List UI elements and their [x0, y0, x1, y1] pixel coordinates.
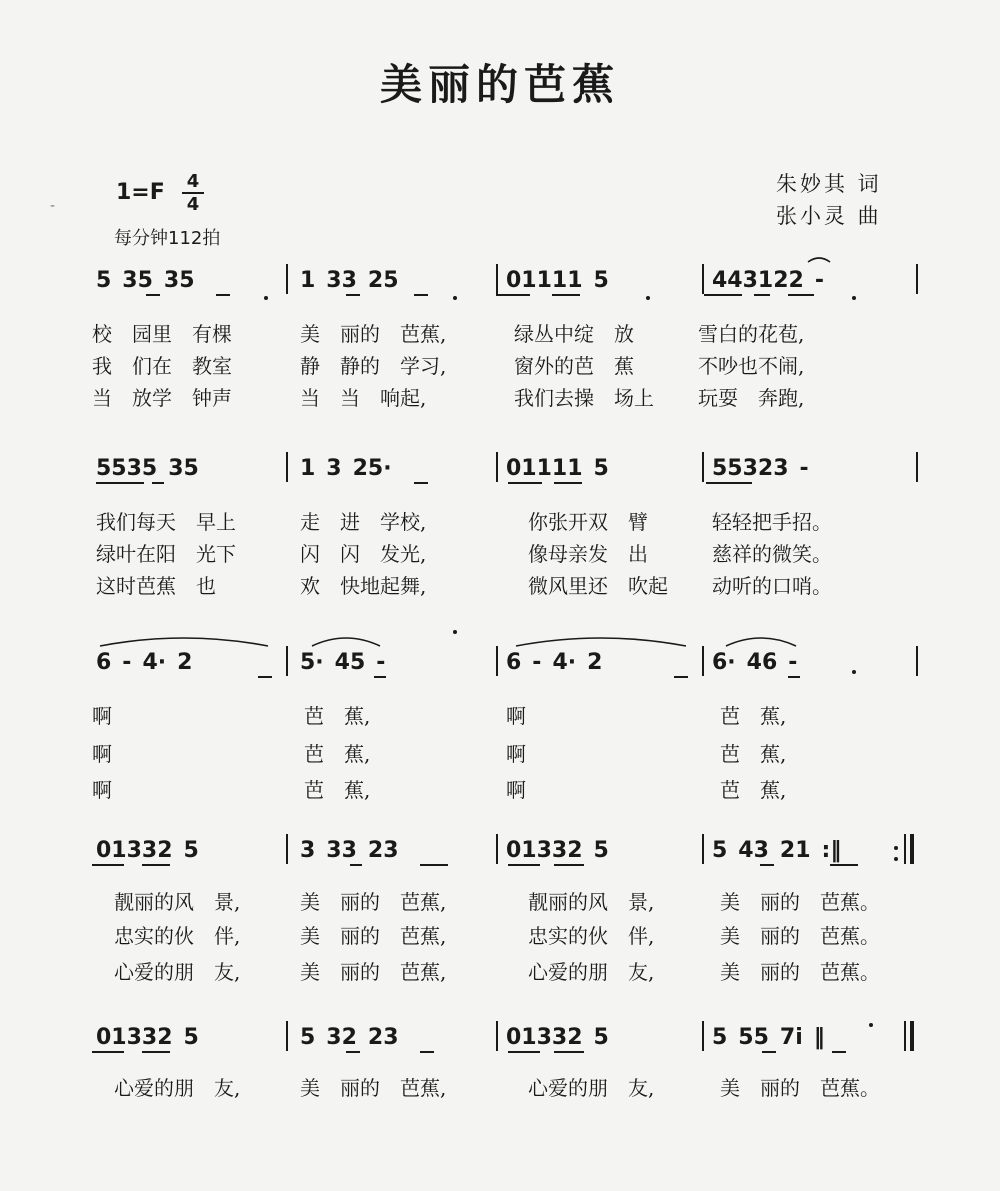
beam-underline — [674, 676, 688, 678]
bar-line — [496, 452, 498, 482]
bar-line — [916, 646, 918, 676]
beam-underline — [706, 482, 752, 484]
octave-dot — [852, 296, 856, 300]
beam-underline — [508, 482, 542, 484]
lyric-segment: 窗外的芭 蕉 — [514, 354, 634, 378]
bar-line — [496, 1021, 498, 1051]
beam-underline — [554, 1051, 584, 1053]
beam-underline — [146, 294, 160, 296]
high-octave-dot — [869, 1023, 873, 1027]
octave-dot — [264, 296, 268, 300]
measure-notes: 6 - 4· 2 — [96, 650, 193, 675]
beam-underline — [374, 676, 386, 678]
beam-underline — [754, 294, 770, 296]
lyric-segment: 玩耍 奔跑, — [698, 386, 805, 410]
lyric-segment: 啊 — [506, 778, 526, 802]
final-bar-thick — [910, 1021, 914, 1051]
measure-notes: 01111 5 — [506, 268, 609, 293]
beam-underline — [420, 1051, 434, 1053]
measure-notes: 5 43 21 :‖ — [712, 838, 842, 863]
measure-notes: 1 3 25· — [300, 456, 392, 481]
lyric-segment: 我 们在 教室 — [92, 354, 232, 378]
beam-underline — [554, 482, 582, 484]
beam-underline — [508, 1051, 540, 1053]
measure-notes: 5 55 7i ‖ — [712, 1025, 825, 1050]
lyricist-credit: 朱妙其 词 — [776, 172, 882, 196]
lyric-segment: 啊 — [92, 742, 112, 766]
slur — [100, 638, 268, 646]
measure-notes: 01332 5 — [96, 1025, 199, 1050]
lyric-segment: 美 丽的 芭蕉, — [300, 924, 447, 948]
lyric-segment: 微风里还 吹起 — [528, 574, 668, 598]
time-signature-top: 4 — [186, 171, 200, 192]
bar-line — [286, 1021, 288, 1051]
repeat-bar-thick — [910, 834, 914, 864]
bar-line — [702, 264, 704, 294]
lyric-segment: 美 丽的 芭蕉。 — [720, 924, 880, 948]
beam-underline — [350, 864, 362, 866]
beam-underline — [258, 676, 272, 678]
beam-underline — [142, 1051, 170, 1053]
beam-underline — [152, 482, 164, 484]
composer-credit: 张小灵 曲 — [776, 204, 882, 228]
measure-notes: 01332 5 — [96, 838, 199, 863]
repeat-dot — [894, 846, 898, 850]
lyric-segment: 校 园里 有棵 — [92, 322, 232, 346]
repeat-bar-thin — [904, 834, 906, 864]
beam-underline — [414, 294, 428, 296]
bar-line — [702, 452, 704, 482]
tempo-marking: 每分钟112拍 — [114, 228, 221, 249]
lyric-segment: 啊 — [506, 704, 526, 728]
lyric-segment: 心爱的朋 友, — [114, 960, 241, 984]
bar-line — [702, 834, 704, 864]
bar-line — [916, 452, 918, 482]
final-bar-thin — [904, 1021, 906, 1051]
beam-underline — [216, 294, 230, 296]
lyric-segment: 芭 蕉, — [720, 742, 787, 766]
lyric-segment: 啊 — [92, 704, 112, 728]
lyric-segment: 靓丽的风 景, — [114, 890, 241, 914]
octave-dot — [453, 630, 457, 634]
beam-underline — [762, 1051, 776, 1053]
margin-mark: - — [50, 198, 56, 214]
measure-notes: 443122 - — [712, 268, 824, 293]
beam-underline — [496, 294, 530, 296]
lyric-segment: 这时芭蕉 也 — [96, 574, 216, 598]
lyric-segment: 你张开双 臂 — [528, 510, 648, 534]
beam-underline — [414, 482, 428, 484]
lyric-segment: 芭 蕉, — [304, 778, 371, 802]
beam-underline — [508, 864, 540, 866]
lyric-segment: 我们每天 早上 — [96, 510, 236, 534]
lyric-segment: 美 丽的 芭蕉, — [300, 890, 447, 914]
beam-underline — [142, 864, 170, 866]
lyric-segment: 美 丽的 芭蕉。 — [720, 890, 880, 914]
measure-notes: 1 33 25 — [300, 268, 399, 293]
lyric-segment: 美 丽的 芭蕉, — [300, 1076, 447, 1100]
beam-underline — [554, 864, 584, 866]
lyric-segment: 心爱的朋 友, — [114, 1076, 241, 1100]
lyric-segment: 轻轻把手招。 — [712, 510, 832, 534]
bar-line — [286, 834, 288, 864]
octave-dot — [852, 670, 856, 674]
bar-line — [496, 264, 498, 294]
lyric-segment: 闪 闪 发光, — [300, 542, 427, 566]
beam-underline — [346, 1051, 360, 1053]
slur — [808, 258, 830, 262]
lyric-segment: 不吵也不闹, — [698, 354, 805, 378]
beam-underline — [832, 1051, 846, 1053]
beam-underline — [92, 864, 124, 866]
lyric-segment: 绿丛中绽 放 — [514, 322, 634, 346]
octave-dot — [453, 296, 457, 300]
bar-line — [916, 264, 918, 294]
beam-underline — [704, 294, 742, 296]
slur — [516, 638, 686, 646]
lyric-segment: 美 丽的 芭蕉, — [300, 322, 447, 346]
time-signature — [182, 172, 204, 214]
lyric-segment: 像母亲发 出 — [528, 542, 648, 566]
measure-notes: 5 32 23 — [300, 1025, 399, 1050]
lyric-segment: 忠实的伙 伴, — [528, 924, 655, 948]
lyric-segment: 芭 蕉, — [720, 778, 787, 802]
lyric-segment: 芭 蕉, — [304, 742, 371, 766]
lyric-segment: 走 进 学校, — [300, 510, 427, 534]
beam-underline — [420, 864, 448, 866]
beam-underline — [346, 294, 360, 296]
measure-notes: 5535 35 — [96, 456, 199, 481]
beam-underline — [760, 864, 774, 866]
beam-underline — [92, 1051, 124, 1053]
beam-underline — [788, 294, 814, 296]
bar-line — [496, 646, 498, 676]
slur — [726, 638, 796, 646]
lyric-segment: 啊 — [506, 742, 526, 766]
beam-underline — [96, 482, 144, 484]
key-signature: 1=F — [116, 180, 165, 205]
measure-notes: 01111 5 — [506, 456, 609, 481]
bar-line — [702, 1021, 704, 1051]
measure-notes: 01332 5 — [506, 1025, 609, 1050]
lyric-segment: 动听的口哨。 — [712, 574, 832, 598]
lyric-segment: 心爱的朋 友, — [528, 1076, 655, 1100]
bar-line — [286, 646, 288, 676]
measure-notes: 6· 46 - — [712, 650, 798, 675]
slur — [312, 638, 380, 646]
lyric-segment: 我们去操 场上 — [514, 386, 654, 410]
lyric-segment: 美 丽的 芭蕉。 — [720, 1076, 880, 1100]
beam-underline — [788, 676, 800, 678]
song-title: 美丽的芭蕉 — [379, 60, 620, 109]
bar-line — [286, 452, 288, 482]
bar-line — [286, 264, 288, 294]
lyric-segment: 忠实的伙 伴, — [114, 924, 241, 948]
lyric-segment: 雪白的花苞, — [698, 322, 805, 346]
measure-notes: 5 35 35 — [96, 268, 195, 293]
measure-notes: 6 - 4· 2 — [506, 650, 603, 675]
lyric-segment: 欢 快地起舞, — [300, 574, 427, 598]
octave-dot — [646, 296, 650, 300]
lyric-segment: 芭 蕉, — [720, 704, 787, 728]
measure-notes: 01332 5 — [506, 838, 609, 863]
repeat-dot — [894, 857, 898, 861]
lyric-segment: 美 丽的 芭蕉, — [300, 960, 447, 984]
beam-underline — [552, 294, 580, 296]
lyric-segment: 美 丽的 芭蕉。 — [720, 960, 880, 984]
bar-line — [496, 834, 498, 864]
time-signature-bottom: 4 — [186, 194, 200, 215]
measure-notes: 55323 - — [712, 456, 809, 481]
bar-line — [702, 646, 704, 676]
lyric-segment: 芭 蕉, — [304, 704, 371, 728]
lyric-segment: 靓丽的风 景, — [528, 890, 655, 914]
lyric-segment: 慈祥的微笑。 — [712, 542, 832, 566]
lyric-segment: 啊 — [92, 778, 112, 802]
measure-notes: 5· 45 - — [300, 650, 386, 675]
lyric-segment: 当 放学 钟声 — [92, 386, 232, 410]
measure-notes: 3 33 23 — [300, 838, 399, 863]
beam-underline — [830, 864, 858, 866]
lyric-segment: 静 静的 学习, — [300, 354, 447, 378]
lyric-segment: 当 当 响起, — [300, 386, 427, 410]
lyric-segment: 心爱的朋 友, — [528, 960, 655, 984]
lyric-segment: 绿叶在阳 光下 — [96, 542, 236, 566]
